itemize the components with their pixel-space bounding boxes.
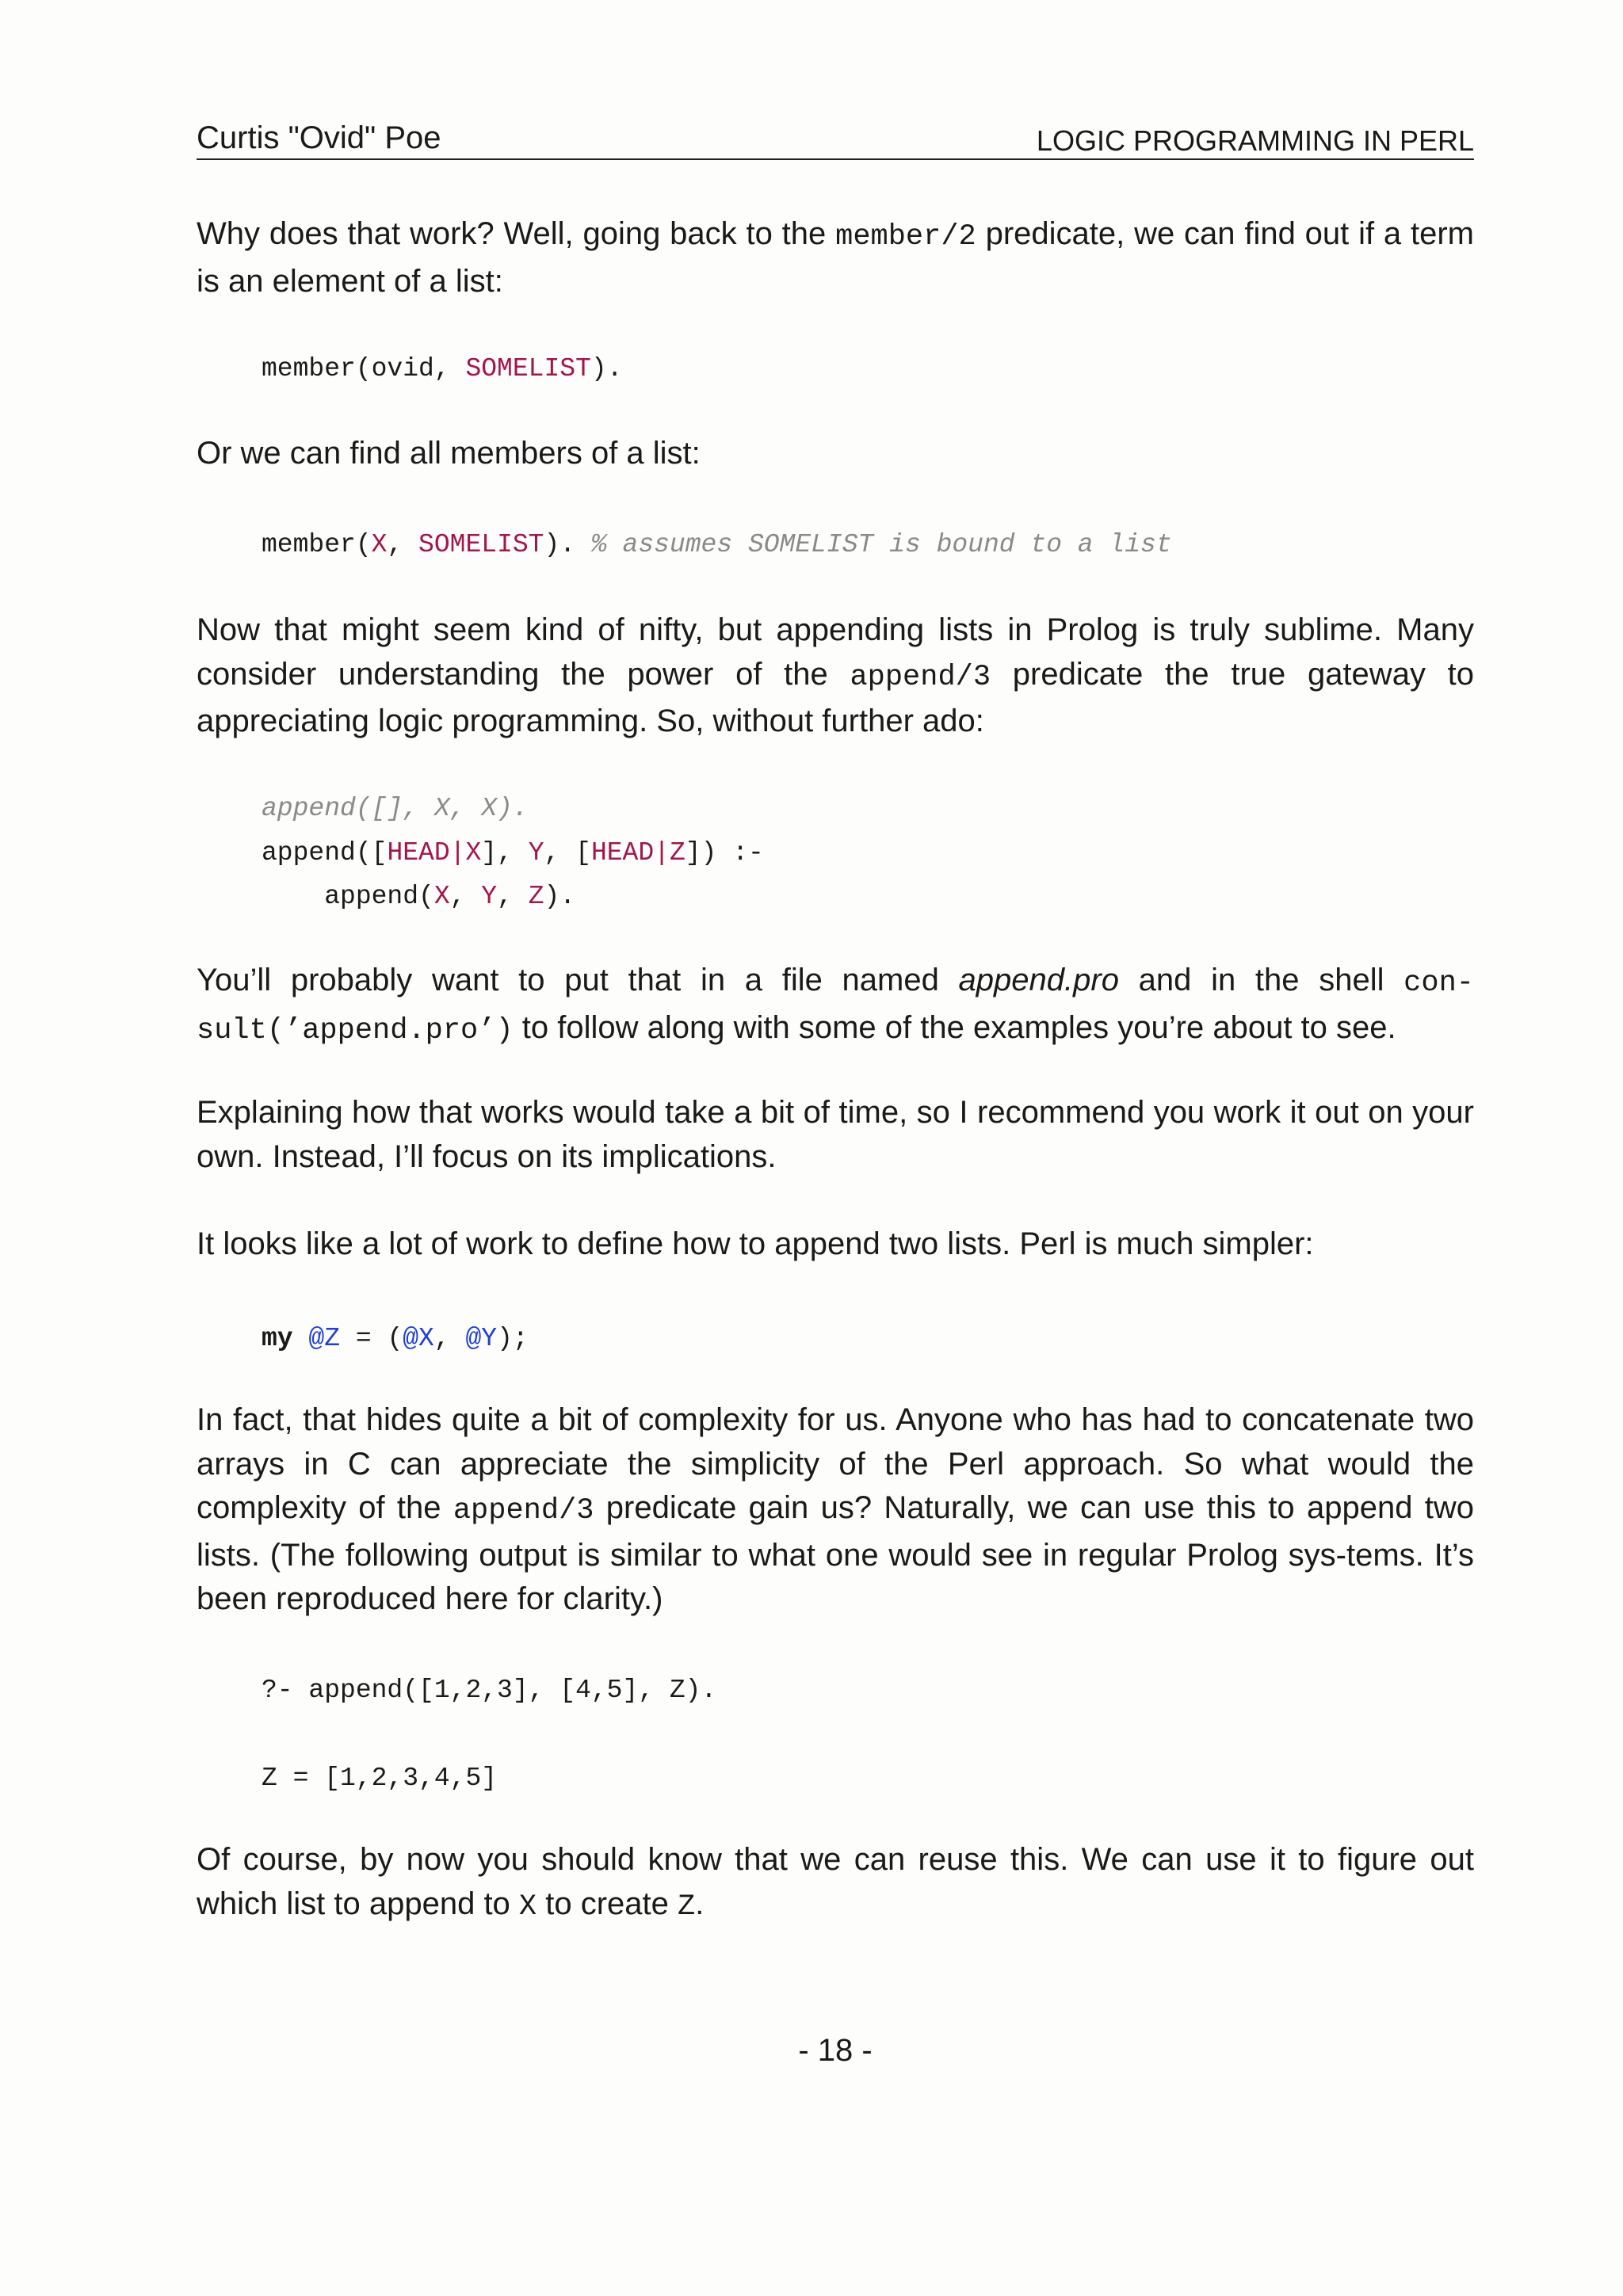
code-variable: Y xyxy=(528,837,544,868)
text: to follow along with some of the examples you’re about to see. xyxy=(513,1009,1396,1045)
text: Of course, by now you should know that we can reuse this. We can use it to figure out which list to append to xyxy=(197,1842,1474,1921)
text: and in the shell xyxy=(1118,963,1404,997)
running-header xyxy=(197,117,1474,160)
code-variable: @Y xyxy=(465,1324,498,1353)
code-block-member-x xyxy=(262,523,1172,567)
paragraph-find-members: Or we can find all members of a list: xyxy=(197,436,701,471)
inline-code: append/3 xyxy=(850,660,991,694)
code-text: ). xyxy=(590,354,623,383)
code-text: ). xyxy=(544,530,591,559)
code-variable: Z xyxy=(528,882,544,911)
code-variable: @X xyxy=(403,1324,434,1353)
code-text: member( xyxy=(262,530,372,559)
code-text: | xyxy=(654,837,670,868)
inline-code: sult(’append.pro’) xyxy=(197,1013,514,1047)
code-variable: X xyxy=(371,530,388,559)
code-text: ], xyxy=(481,837,529,868)
code-text: , [ xyxy=(544,837,591,868)
document-page xyxy=(197,0,1474,2296)
paragraph-perl-simpler: It looks like a lot of work to define how to append two lists. Perl is much simpler: xyxy=(197,1226,1314,1261)
inline-code: con- xyxy=(1403,967,1474,1000)
code-text: ]) :- xyxy=(685,837,764,868)
code-block-append-definition xyxy=(262,787,764,919)
paragraph-append-file xyxy=(197,959,1474,1053)
code-text: = ( xyxy=(340,1324,403,1353)
code-base-case: append([], X, X). xyxy=(262,794,529,823)
file-name: append.pro xyxy=(958,963,1119,997)
code-variable: HEAD xyxy=(590,837,655,868)
code-block-result: Z = [1,2,3,4,5] xyxy=(262,1764,498,1793)
code-block-member-ovid xyxy=(262,347,623,391)
text: In fact, that hides quite a bit of complexity for us. Anyone who has had to concatenate two arrays in C can appreciate the simplicity of the Perl approach. So what would the complexity of the xyxy=(197,1402,1474,1525)
code-text: , xyxy=(449,882,482,911)
paragraph-explaining: Explaining how that works would take a bit of time, so I recommend you work it out on your own. Instead, I’ll focus on its implications. xyxy=(197,1095,1474,1174)
code-block-perl-append xyxy=(262,1317,529,1361)
code-text: member(ovid, xyxy=(262,354,466,383)
paragraph-member-intro xyxy=(197,212,1474,303)
text: You’ll probably want to put that in a file named xyxy=(197,963,959,997)
page-number: - 18 - xyxy=(798,2033,873,2068)
inline-code: member/2 xyxy=(835,220,976,254)
code-variable: X xyxy=(433,882,450,911)
paragraph-reuse xyxy=(197,1838,1474,1929)
code-variable: Z xyxy=(669,837,685,868)
text: Why does that work? Well, going back to the xyxy=(197,216,836,251)
code-variable: @Z xyxy=(308,1324,341,1353)
code-variable: SOMELIST xyxy=(465,354,591,383)
paragraph-complexity xyxy=(197,1398,1474,1622)
code-comment: % assumes SOMELIST is bound to a list xyxy=(590,530,1172,559)
code-text: , xyxy=(433,1324,466,1353)
text: . xyxy=(695,1886,705,1921)
text: predicate gain us? Naturally, we can use this to append two lists. (The following output is similar to what one would see in regular Prolog sys-tems. It’s been reproduced here for clarity.) xyxy=(197,1490,1474,1616)
text: to create xyxy=(537,1886,678,1921)
code-variable: Y xyxy=(481,882,498,911)
text: Now that might seem kind of nifty, but appending lists in Prolog is truly sublime. Many consider understanding the power of the xyxy=(197,612,1474,692)
code-block-query: ?- append([1,2,3], [4,5], Z). xyxy=(262,1676,717,1705)
text: predicate the true gateway to appreciating logic programming. So, without further ado: xyxy=(197,656,1474,738)
code-text: ). xyxy=(544,882,576,911)
code-variable: HEAD xyxy=(387,837,450,868)
inline-code: Z xyxy=(678,1890,696,1924)
header-author: Curtis "Ovid" Poe xyxy=(197,120,441,155)
code-keyword: my xyxy=(262,1324,293,1353)
code-variable: SOMELIST xyxy=(418,530,544,559)
code-variable: X xyxy=(465,837,482,868)
inline-code: append/3 xyxy=(453,1494,594,1527)
inline-code: X xyxy=(518,1890,537,1924)
code-text: append( xyxy=(262,882,434,911)
code-text: , xyxy=(387,530,419,559)
code-text: , xyxy=(497,882,529,911)
code-text: | xyxy=(449,837,466,868)
code-text: append([ xyxy=(262,837,388,868)
code-text xyxy=(293,1324,309,1353)
text: predicate, we can find out if a term is an element of a list: xyxy=(197,216,1475,299)
paragraph-append-intro xyxy=(197,608,1474,744)
code-text: ); xyxy=(497,1324,529,1353)
header-title: LOGIC PROGRAMMING IN PERL xyxy=(1036,124,1474,157)
